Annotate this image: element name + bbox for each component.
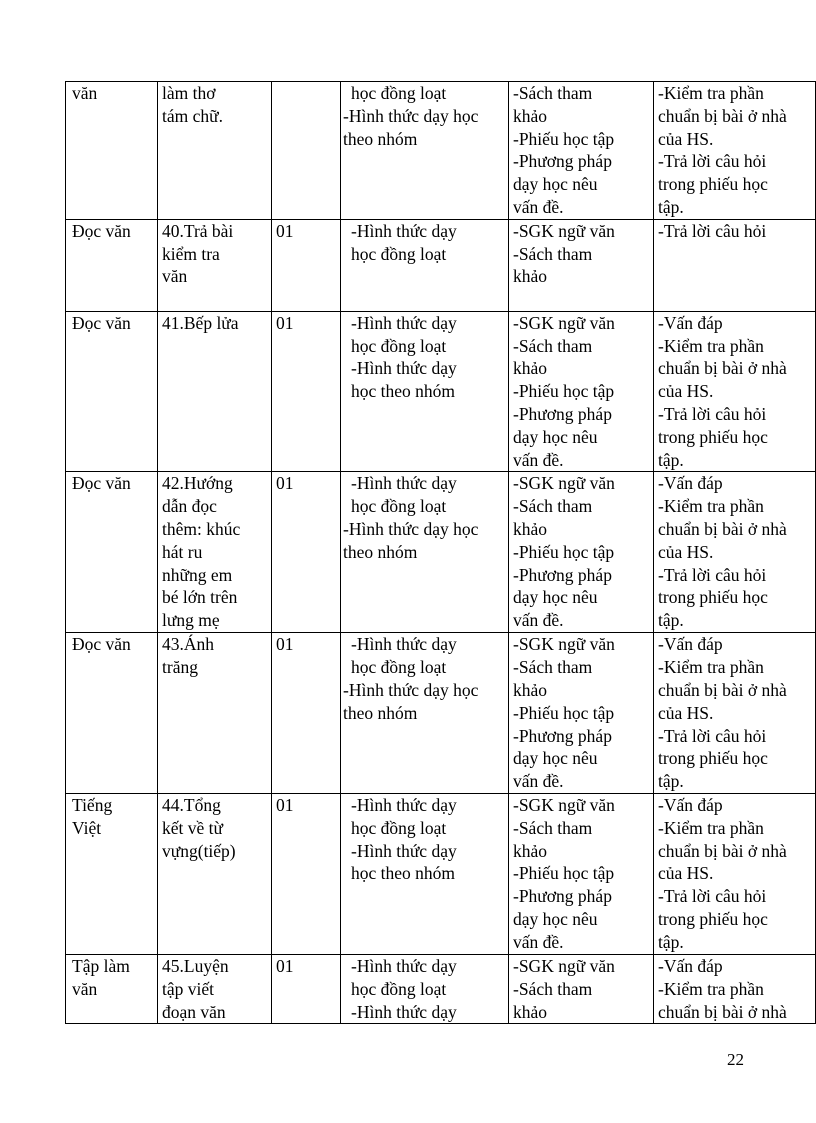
subject-cell (66, 954, 158, 1023)
materials-cell: -SGK ngữ văn -Sách tham khảo (509, 954, 654, 1023)
periods-cell: 01 (272, 311, 341, 472)
lesson-cell: làm thơ tám chữ. (158, 82, 272, 220)
teaching-method-text: -Hình thức dạy học đồng loạt -Hình thức dạy học theo nhóm (351, 312, 457, 402)
table-row (66, 472, 816, 633)
teaching-method-text: học đồng loạt (351, 83, 447, 103)
materials-cell: -SGK ngữ văn -Sách tham khảo -Phiếu học tập -Phương pháp dạy học nêu vấn đề. (509, 633, 654, 794)
assessment-cell: -Kiểm tra phần chuẩn bị bài ở nhà của HS. -Trả lời câu hỏi trong phiếu học tập. (654, 82, 816, 220)
lesson-cell: 44.Tổng kết về từ vựng(tiếp) (158, 793, 272, 954)
subject-cell (66, 82, 158, 220)
teaching-method-text: -Hình thức dạy học đồng loạt (351, 473, 457, 517)
subject-cell (66, 793, 158, 954)
teaching-method-cell (341, 82, 509, 220)
table-row (66, 311, 816, 472)
table-row (66, 219, 816, 311)
materials-cell: -SGK ngữ văn -Sách tham khảo -Phiếu học tập -Phương pháp dạy học nêu vấn đề. (509, 793, 654, 954)
materials-cell: -SGK ngữ văn -Sách tham khảo (509, 219, 654, 311)
subject-text: Đọc văn (72, 220, 131, 241)
table-row (66, 793, 816, 954)
table-row (66, 954, 816, 1023)
teaching-method-text: -Hình thức dạy học đồng loạt -Hình thức dạy (351, 955, 457, 1022)
subject-text: văn (72, 83, 98, 103)
subject-cell (66, 472, 158, 633)
teaching-method-text: -Hình thức dạy học theo nhóm (343, 518, 479, 562)
lesson-cell: 45.Luyện tập viết đoạn văn (158, 954, 272, 1023)
table-row (66, 633, 816, 794)
subject-text: Đọc văn (72, 312, 131, 333)
teaching-method-cell (341, 954, 509, 1023)
teaching-method-text: -Hình thức dạy học đồng loạt -Hình thức dạy học theo nhóm (351, 794, 457, 884)
assessment-cell: -Trả lời câu hỏi (654, 219, 816, 311)
assessment-cell: -Vấn đáp -Kiểm tra phần chuẩn bị bài ở nhà của HS. -Trả lời câu hỏi trong phiếu học tập. (654, 633, 816, 794)
lesson-plan-table (65, 81, 816, 1024)
teaching-method-cell (341, 633, 509, 794)
lesson-plan-body (66, 82, 816, 1024)
periods-cell: 01 (272, 219, 341, 311)
teaching-method-cell (341, 472, 509, 633)
lesson-cell: 42.Hướng dẫn đọc thêm: khúc hát ru những em bé lớn trên lưng mẹ (158, 472, 272, 633)
subject-cell (66, 219, 158, 311)
teaching-method-cell (341, 219, 509, 311)
materials-cell: -SGK ngữ văn -Sách tham khảo -Phiếu học tập -Phương pháp dạy học nêu vấn đề. (509, 472, 654, 633)
assessment-cell: -Vấn đáp -Kiểm tra phần chuẩn bị bài ở nhà của HS. -Trả lời câu hỏi trong phiếu học tập. (654, 472, 816, 633)
subject-cell (66, 633, 158, 794)
subject-cell (66, 311, 158, 472)
teaching-method-text: -Hình thức dạy học theo nhóm (343, 679, 479, 723)
teaching-method-cell (341, 311, 509, 472)
subject-text: Đọc văn (72, 634, 131, 655)
subject-text: Tiếng Việt (72, 794, 113, 838)
materials-cell: -SGK ngữ văn -Sách tham khảo -Phiếu học tập -Phương pháp dạy học nêu vấn đề. (509, 311, 654, 472)
assessment-cell: -Vấn đáp -Kiểm tra phần chuẩn bị bài ở nhà của HS. -Trả lời câu hỏi trong phiếu học tập. (654, 793, 816, 954)
teaching-method-cell (341, 793, 509, 954)
assessment-cell: -Vấn đáp -Kiểm tra phần chuẩn bị bài ở nhà (654, 954, 816, 1023)
teaching-method-text: -Hình thức dạy học theo nhóm (343, 105, 479, 149)
periods-cell: 01 (272, 633, 341, 794)
teaching-method-text: -Hình thức dạy học đồng loạt (351, 634, 457, 678)
lesson-cell: 43.Ánh trăng (158, 633, 272, 794)
materials-cell: -Sách tham khảo -Phiếu học tập -Phương pháp dạy học nêu vấn đề. (509, 82, 654, 220)
assessment-cell: -Vấn đáp -Kiểm tra phần chuẩn bị bài ở nhà của HS. -Trả lời câu hỏi trong phiếu học tập. (654, 311, 816, 472)
periods-cell: 01 (272, 954, 341, 1023)
periods-cell: 01 (272, 793, 341, 954)
lesson-cell: 41.Bếp lửa (158, 311, 272, 472)
table-row (66, 82, 816, 220)
subject-text: Đọc văn (72, 473, 131, 494)
lesson-cell: 40.Trả bài kiểm tra văn (158, 219, 272, 311)
periods-cell: 01 (272, 472, 341, 633)
periods-cell (272, 82, 341, 220)
subject-text: Tập làm văn (72, 955, 130, 999)
teaching-method-text: -Hình thức dạy học đồng loạt (351, 220, 457, 264)
page-number: 22 (727, 1050, 744, 1069)
